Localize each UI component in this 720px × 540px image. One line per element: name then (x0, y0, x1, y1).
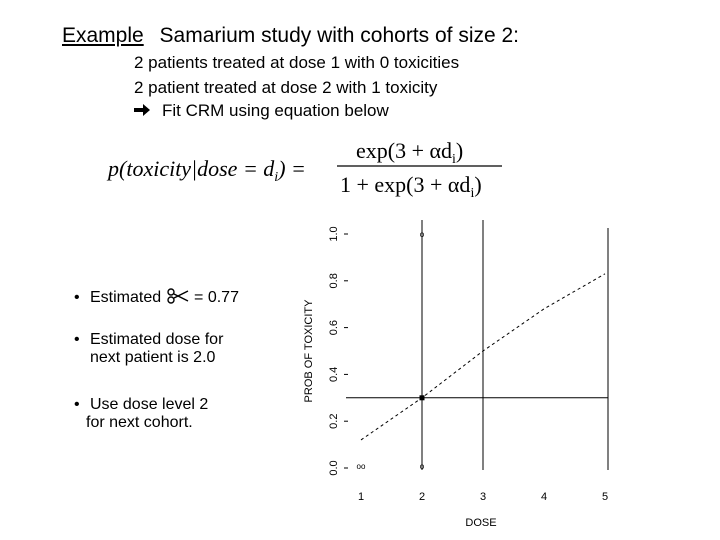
bullet-dose-level-l1: Use dose level 2 (90, 396, 209, 413)
svg-text:exp(3 + αdi) (356, 138, 463, 167)
eq-den-end: ) (474, 172, 482, 197)
y-tick-label: 0.0 (328, 460, 340, 476)
fit-line-text: Fit CRM using equation below (162, 101, 389, 120)
eq-den: 1 + exp(3 + αd (340, 172, 471, 197)
crm-chart (296, 218, 626, 536)
y-tick-label: 0.6 (328, 319, 340, 336)
x-tick-label: 2 (418, 491, 426, 503)
y-tick-label: 0.2 (328, 413, 340, 429)
bullet-estimate-post: = 0.77 (194, 289, 239, 306)
y-tick-label: 1.0 (328, 226, 340, 242)
bullet-dose-level-l2: for next cohort. (86, 414, 193, 431)
bullet-dose-level: • Use dose level 2 for next cohort. (74, 396, 209, 431)
y-tick-label: 0.4 (328, 366, 340, 383)
x-tick-label: 1 (357, 491, 365, 503)
title-lead: Example (62, 24, 144, 47)
bullet-estimate: • Estimated = 0.77 (74, 289, 239, 306)
cohort-line-2: 2 patient treated at dose 2 with 1 toxicity (134, 78, 438, 97)
fit-line (134, 101, 389, 121)
x-tick-label: 3 (479, 491, 487, 503)
selected-point (420, 395, 425, 400)
svg-text:p(toxicity|dose = di) = (106, 156, 306, 185)
bullet-next-dose: • Estimated dose for next patient is 2.0 (74, 331, 224, 366)
eq-lhs-end: ) = (278, 156, 306, 181)
x-axis-label: DOSE (465, 517, 497, 529)
alpha-scissors-icon (166, 288, 190, 304)
crm-equation (100, 134, 520, 204)
observed-point-0: oo (356, 462, 366, 471)
y-tick-label: 0.8 (328, 273, 340, 289)
svg-text:1 + exp(3 + αdi) (340, 172, 482, 201)
observed-point-1: o (419, 462, 425, 471)
bullet-next-dose-l2: next patient is 2.0 (90, 349, 216, 366)
observed-point-2: o (419, 230, 425, 239)
x-tick-label: 4 (540, 491, 548, 503)
eq-num-end: ) (455, 138, 464, 163)
bullet-estimate-pre: Estimated (90, 289, 162, 306)
cohort-line-1: 2 patients treated at dose 1 with 0 toxicities (134, 53, 460, 72)
slide-title (62, 24, 519, 48)
eq-lhs-sub: i (274, 170, 279, 185)
x-tick-label: 5 (601, 491, 609, 503)
y-axis-label: PROB OF TOXICITY (303, 299, 315, 403)
bullet-next-dose-l1: Estimated dose for (90, 331, 224, 348)
title-rest: Samarium study with cohorts of size 2: (159, 24, 520, 47)
eq-lhs: p(toxicity|dose = d (108, 156, 275, 181)
right-arrow-icon (134, 103, 150, 121)
eq-den-sub: i (470, 186, 475, 201)
eq-num: exp(3 + αd (356, 138, 453, 163)
eq-num-sub: i (452, 152, 456, 167)
